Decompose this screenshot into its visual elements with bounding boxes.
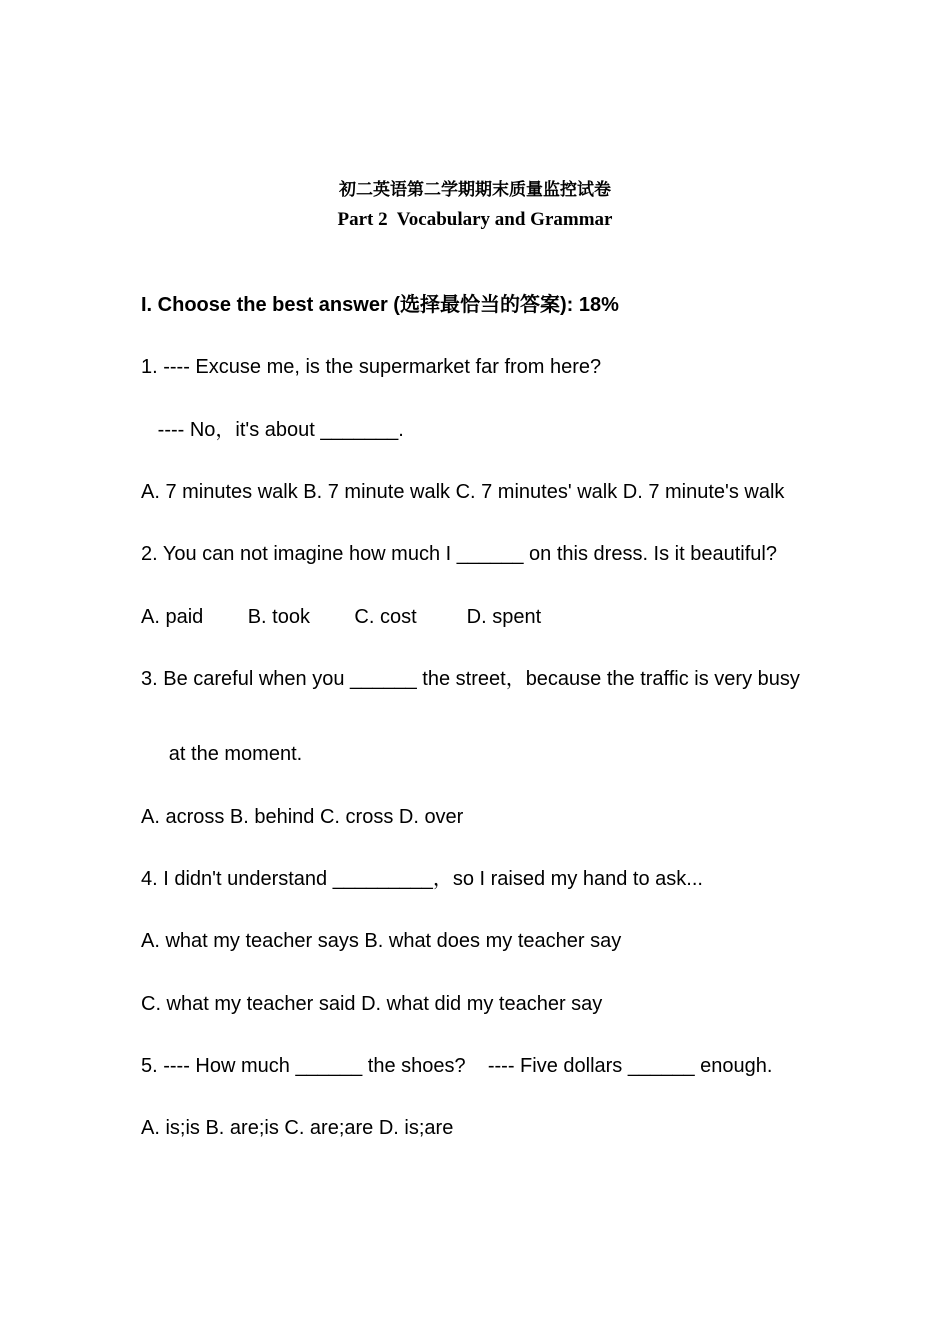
- question-4-options-ab: A. what my teacher says B. what does my teacher say: [141, 930, 622, 952]
- question-3-options: A. across B. behind C. cross D. over: [141, 806, 464, 828]
- question-5-options: A. is;is B. are;is C. are;are D. is;are: [141, 1117, 454, 1139]
- question-2-options: A. paid B. took C. cost D. spent: [141, 606, 542, 628]
- section-heading: I. Choose the best answer (选择最恰当的答案): 18%: [141, 294, 619, 316]
- question-4-text: 4. I didn't understand _________，so I raised my hand to ask...: [141, 868, 703, 890]
- page-subtitle: Part 2 Vocabulary and Grammar: [337, 209, 613, 230]
- question-4-options-cd: C. what my teacher said D. what did my teacher say: [141, 993, 603, 1015]
- question-3-text-continued: at the moment.: [141, 743, 303, 765]
- question-1-options: A. 7 minutes walk B. 7 minute walk C. 7 minutes' walk D. 7 minute's walk: [141, 481, 785, 503]
- question-5-text: 5. ---- How much ______ the shoes? ---- Five dollars ______ enough.: [141, 1055, 773, 1077]
- page-title: 初二英语第二学期期末质量监控试卷: [339, 180, 611, 200]
- question-1-text: 1. ---- Excuse me, is the supermarket far from here?: [141, 356, 602, 378]
- question-2-text: 2. You can not imagine how much I ______ on this dress. Is it beautiful?: [141, 543, 777, 565]
- question-1-reply: ---- No，it's about _______.: [141, 419, 404, 441]
- question-3-text: 3. Be careful when you ______ the street，because the traffic is very busy: [141, 668, 800, 690]
